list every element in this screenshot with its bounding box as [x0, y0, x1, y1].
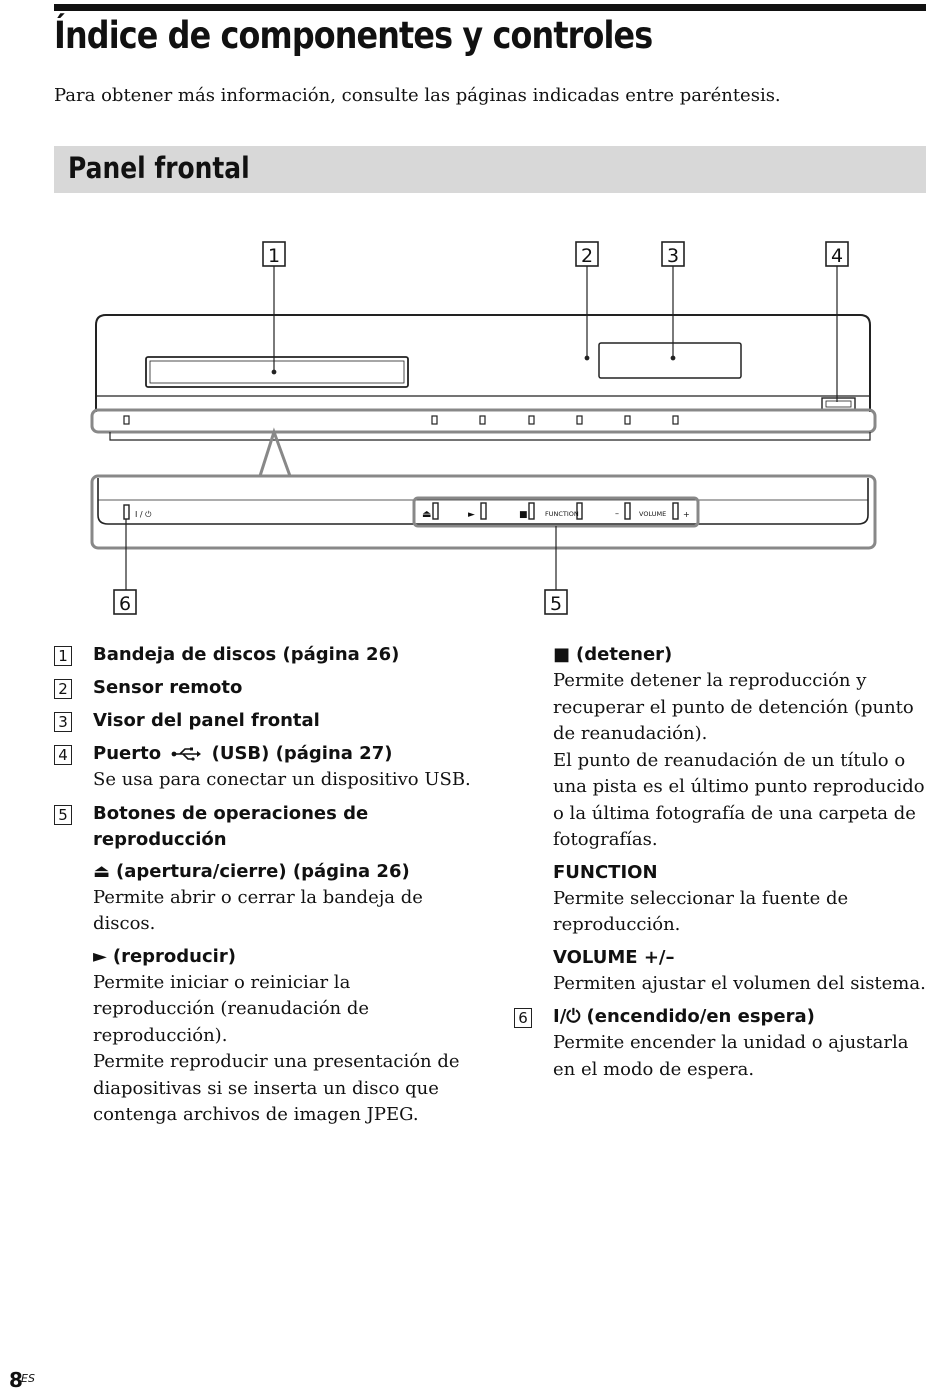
panel-label-power: I / ⏻: [135, 510, 152, 519]
function-description: Permite seleccionar la fuente de reproducción.: [553, 887, 849, 935]
callout-2-label: 2: [580, 245, 594, 267]
page-title: Índice de componentes y controles: [54, 14, 653, 57]
play-icon: ►: [93, 945, 107, 967]
item-number: 6: [514, 1008, 532, 1028]
section-title: Panel frontal: [68, 151, 250, 185]
panel-label-function: FUNCTION: [545, 510, 579, 518]
right-column: [514, 640, 934, 1083]
eject-subheading: [54, 859, 474, 885]
panel-label-eject: ⏏: [422, 509, 432, 520]
stop-icon: ■: [553, 644, 571, 665]
item-heading: (encendido/en espera): [586, 1006, 815, 1027]
item-6-description: Permite encender la unidad o ajustarla en el modo de espera.: [553, 1032, 909, 1080]
panel-label-stop: ■: [519, 510, 528, 520]
item-number: 4: [54, 745, 72, 765]
eject-description: Permite abrir o cerrar la bandeja de discos.: [93, 886, 423, 934]
callout-6-label: 6: [118, 593, 132, 615]
item-5: [54, 801, 474, 853]
usb-icon: [171, 747, 201, 761]
item-heading: Bandeja de discos (página 26): [93, 644, 400, 665]
left-column: [54, 640, 474, 1129]
volume-description: Permiten ajustar el volumen del sistema.: [553, 972, 926, 994]
item-heading-post: (USB) (página 27): [211, 743, 393, 764]
callout-3-label: 3: [666, 245, 680, 267]
item-3: [54, 708, 474, 734]
panel-label-vol-minus: –: [615, 509, 619, 518]
stop-description-1: Permite detener la reproducción y recuperar el punto de detención (punto de reanudación).: [553, 670, 914, 744]
item-number: 3: [54, 712, 72, 732]
item-heading: Botones de operaciones de reproducción: [93, 802, 369, 850]
callout-1-label: 1: [267, 245, 281, 267]
eject-icon: ⏏: [93, 860, 111, 882]
item-heading: Sensor remoto: [93, 677, 243, 698]
item-2: [54, 675, 474, 701]
volume-subheading: VOLUME +/–: [553, 946, 675, 968]
intro-text: Para obtener más información, consulte las páginas indicadas entre paréntesis.: [54, 85, 781, 106]
power-standby-icon: I/⏻: [553, 1006, 581, 1027]
callout-4-label: 4: [830, 245, 844, 267]
page-language: ES: [21, 1372, 35, 1385]
item-number: 5: [54, 805, 72, 825]
stop-subheading: [514, 642, 934, 668]
page-number: 8: [9, 1368, 23, 1392]
play-description-1: Permite iniciar o reiniciar la reproducción (reanudación de reproducción).: [93, 971, 370, 1046]
item-heading: Visor del panel frontal: [93, 710, 320, 731]
panel-label-volume: VOLUME: [639, 510, 667, 518]
function-subheading: FUNCTION: [553, 861, 658, 883]
front-panel-diagram: [0, 0, 950, 640]
item-number: 1: [54, 646, 72, 666]
panel-label-vol-plus: +: [683, 510, 690, 519]
item-number: 2: [54, 679, 72, 699]
stop-description-2: El punto de reanudación de un título o una pista es el último punto reproducido o la última fotografía de una carpeta de fotografías.: [553, 749, 925, 850]
play-subheading: [54, 944, 474, 970]
item-heading-pre: Puerto: [93, 743, 162, 764]
play-heading: (reproducir): [112, 945, 236, 967]
panel-label-play: ►: [468, 510, 475, 520]
item-4: [54, 741, 474, 767]
play-description-2: Permite reproducir una presentación de diapositivas si se inserta un disco que contenga archivos de imagen JPEG.: [93, 1051, 460, 1125]
eject-heading: (apertura/cierre) (página 26): [116, 860, 410, 882]
item-1: [54, 642, 474, 668]
item-4-description: Se usa para conectar un dispositivo USB.: [93, 769, 471, 790]
callout-5-label: 5: [549, 593, 563, 615]
item-6: [514, 1004, 934, 1030]
stop-heading: (detener): [576, 644, 673, 665]
